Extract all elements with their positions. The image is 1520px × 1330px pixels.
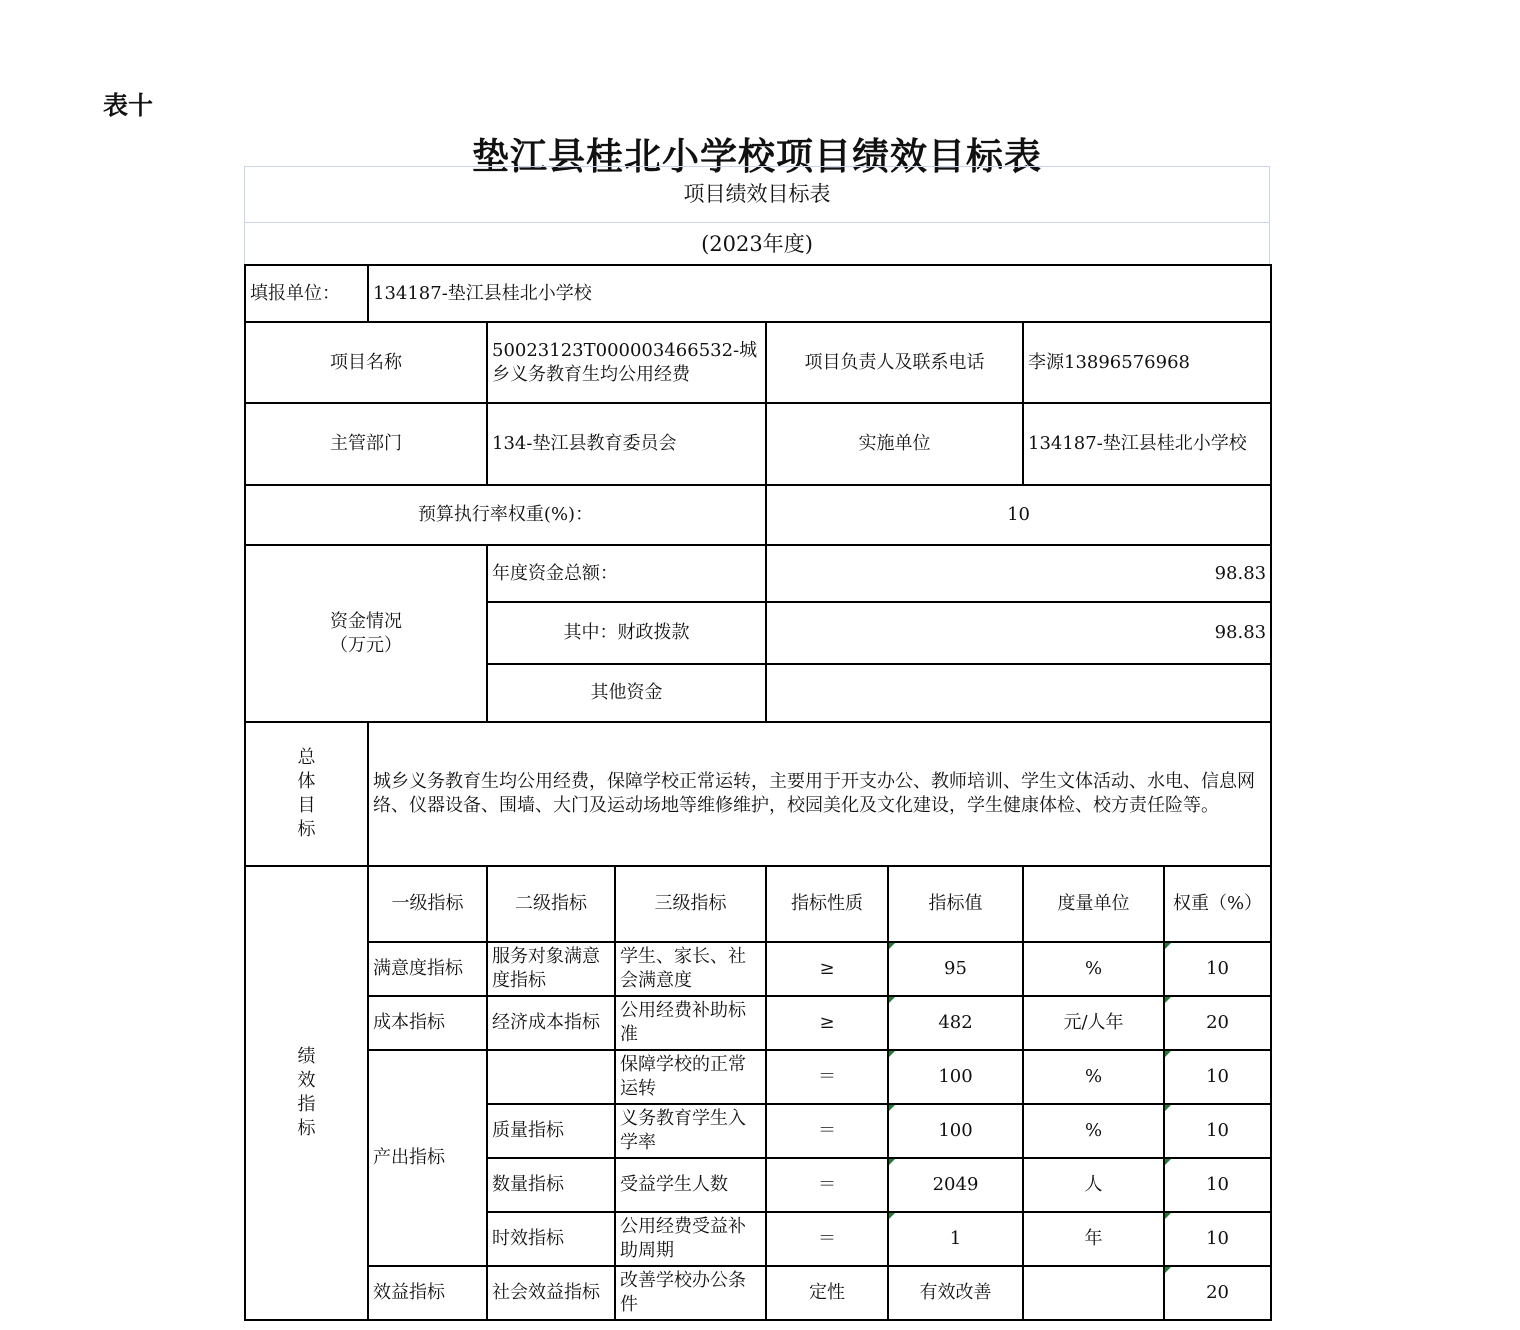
row-unit: % bbox=[1023, 1104, 1164, 1158]
performance-table bbox=[244, 264, 1272, 1321]
table-label: 表十 bbox=[103, 91, 154, 120]
funds-label bbox=[245, 545, 487, 722]
funds-other-label: 其他资金 bbox=[487, 664, 766, 722]
dept-value: 134-垫江县教育委员会 bbox=[487, 403, 766, 485]
row-nature: 定性 bbox=[766, 1266, 888, 1320]
row-level2: 社会效益指标 bbox=[487, 1266, 615, 1320]
row-unit: % bbox=[1023, 942, 1164, 996]
row-nature: ＝ bbox=[766, 1158, 888, 1212]
row-level2: 数量指标 bbox=[487, 1158, 615, 1212]
row-unit: 人 bbox=[1023, 1158, 1164, 1212]
project-name-value: 50023123T000003466532-城乡义务教育生均公用经费 bbox=[487, 322, 766, 403]
table-row bbox=[245, 996, 1271, 1050]
project-owner-value: 李源13896576968 bbox=[1023, 322, 1271, 403]
funds-total-label: 年度资金总额： bbox=[487, 545, 766, 602]
header-nature: 指标性质 bbox=[766, 866, 888, 942]
row-value: 100 bbox=[888, 1050, 1023, 1104]
row-level1: 产出指标 bbox=[368, 1050, 487, 1266]
row-weight: 10 bbox=[1164, 1158, 1271, 1212]
budget-weight-value: 10 bbox=[766, 485, 1271, 545]
funds-other-value bbox=[766, 664, 1271, 722]
row-weight: 20 bbox=[1164, 1266, 1271, 1320]
header-unit: 度量单位 bbox=[1023, 866, 1164, 942]
row-nature: ＝ bbox=[766, 1050, 888, 1104]
budget-weight-label: 预算执行率权重(%)： bbox=[245, 485, 766, 545]
row-level2: 服务对象满意度指标 bbox=[487, 942, 615, 996]
row-level3: 公用经费受益补助周期 bbox=[615, 1212, 766, 1266]
row-weight: 10 bbox=[1164, 1212, 1271, 1266]
filling-unit-label: 填报单位： bbox=[245, 265, 368, 322]
row-level3: 受益学生人数 bbox=[615, 1158, 766, 1212]
row-weight: 10 bbox=[1164, 1104, 1271, 1158]
funds-label-line1: 资金情况 bbox=[330, 610, 402, 632]
row-level3: 义务教育学生入学率 bbox=[615, 1104, 766, 1158]
row-nature: ≥ bbox=[766, 942, 888, 996]
row-level3: 保障学校的正常运转 bbox=[615, 1050, 766, 1104]
header-level3: 三级指标 bbox=[615, 866, 766, 942]
row-level3: 改善学校办公条件 bbox=[615, 1266, 766, 1320]
row-level3: 学生、家长、社会满意度 bbox=[615, 942, 766, 996]
row-nature: ＝ bbox=[766, 1212, 888, 1266]
funds-fiscal-label: 其中：财政拨款 bbox=[487, 602, 766, 664]
row-level2 bbox=[487, 1050, 615, 1104]
funds-total-value: 98.83 bbox=[766, 545, 1271, 602]
row-nature: ＝ bbox=[766, 1104, 888, 1158]
project-owner-label: 项目负责人及联系电话 bbox=[766, 322, 1023, 403]
row-unit: 年 bbox=[1023, 1212, 1164, 1266]
row-level1: 效益指标 bbox=[368, 1266, 487, 1320]
table-row bbox=[245, 942, 1271, 996]
table-header-block bbox=[244, 166, 1270, 265]
row-level1: 成本指标 bbox=[368, 996, 487, 1050]
header-value: 指标值 bbox=[888, 866, 1023, 942]
row-weight: 20 bbox=[1164, 996, 1271, 1050]
overall-goal-label: 总 体 目 标 bbox=[245, 722, 368, 866]
funds-fiscal-value: 98.83 bbox=[766, 602, 1271, 664]
row-value: 2049 bbox=[888, 1158, 1023, 1212]
indicators-label: 绩 效 指 标 bbox=[245, 866, 368, 1320]
filling-unit-value: 134187-垫江县桂北小学校 bbox=[368, 265, 1271, 322]
impl-unit-value: 134187-垫江县桂北小学校 bbox=[1023, 403, 1271, 485]
table-year: (2023年度) bbox=[701, 232, 813, 256]
overall-goal-text: 城乡义务教育生均公用经费，保障学校正常运转，主要用于开支办公、教师培训、学生文体活动、水电、信息网络、仪器设备、围墙、大门及运动场地等维修维护，校园美化及文化建设，学生健康体检、校方责任险等。 bbox=[368, 722, 1271, 866]
header-level2: 二级指标 bbox=[487, 866, 615, 942]
row-value: 1 bbox=[888, 1212, 1023, 1266]
row-weight: 10 bbox=[1164, 1050, 1271, 1104]
row-level2: 质量指标 bbox=[487, 1104, 615, 1158]
row-value: 有效改善 bbox=[888, 1266, 1023, 1320]
row-weight: 10 bbox=[1164, 942, 1271, 996]
table-row bbox=[245, 1266, 1271, 1320]
row-level2: 经济成本指标 bbox=[487, 996, 615, 1050]
dept-label: 主管部门 bbox=[245, 403, 487, 485]
row-value: 100 bbox=[888, 1104, 1023, 1158]
funds-label-line2: （万元） bbox=[330, 634, 402, 656]
row-unit bbox=[1023, 1266, 1164, 1320]
row-unit: % bbox=[1023, 1050, 1164, 1104]
project-name-label: 项目名称 bbox=[245, 322, 487, 403]
row-level2: 时效指标 bbox=[487, 1212, 615, 1266]
row-level1: 满意度指标 bbox=[368, 942, 487, 996]
row-value: 482 bbox=[888, 996, 1023, 1050]
row-value: 95 bbox=[888, 942, 1023, 996]
row-level3: 公用经费补助标准 bbox=[615, 996, 766, 1050]
table-row bbox=[245, 1050, 1271, 1104]
header-level1: 一级指标 bbox=[368, 866, 487, 942]
document-title: 垫江县桂北小学校项目绩效目标表 bbox=[472, 134, 1042, 178]
table-subtitle: 项目绩效目标表 bbox=[245, 167, 1269, 223]
row-nature: ≥ bbox=[766, 996, 888, 1050]
impl-unit-label: 实施单位 bbox=[766, 403, 1023, 485]
header-weight: 权重（%） bbox=[1164, 866, 1271, 942]
row-unit: 元/人年 bbox=[1023, 996, 1164, 1050]
